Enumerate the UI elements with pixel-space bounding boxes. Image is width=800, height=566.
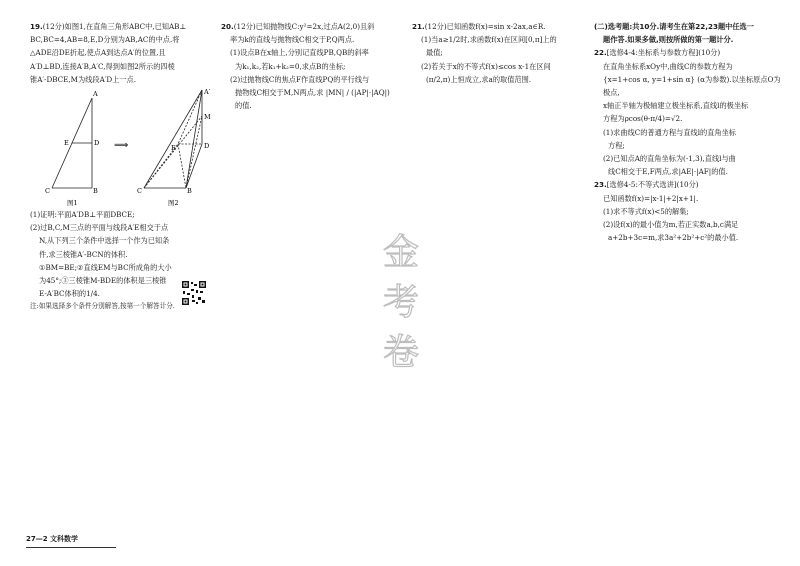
q19-part-2-line: 为45°;③三棱锥M-BDE的体积是三棱锥	[39, 276, 167, 286]
question-number: 21.	[412, 22, 425, 31]
q20-part-1-line: (1)设点B在x轴上,分别记直线PB,QB的斜率	[230, 48, 369, 58]
q22-line: 在直角坐标系xOy中,曲线C的参数方程为	[603, 61, 733, 71]
question-21	[412, 20, 588, 86]
q22-line: x轴正半轴为极轴建立极坐标系,直线l的极坐标	[603, 101, 749, 111]
q22-line: 方程为ρcos(θ-π/4)=√2.	[603, 114, 683, 124]
q22-line: [选修4-4:坐标系与参数方程](10分)	[606, 48, 721, 58]
figure-2	[144, 90, 202, 188]
q23-line: [选修4-5:不等式选讲](10分)	[606, 180, 699, 190]
question-23	[594, 178, 784, 244]
fig2-caption: 图2	[168, 199, 179, 208]
footer-divider	[26, 547, 116, 548]
q19-part-2-line: N,从下列三个条件中选择一个作为已知条	[39, 236, 170, 246]
q19-part-2-line: ①BM=BE;②直线EM与BC所成角的大小	[39, 262, 172, 272]
fig1-caption: 图1	[67, 199, 78, 208]
question-20	[221, 20, 407, 112]
elective-header-line: (二)选考题:共10分.请考生在第22,23题中任选一	[594, 22, 754, 31]
fig2-label-M: M	[204, 113, 211, 122]
fig2-label-B: B	[187, 187, 192, 196]
q23-part-2-line: (2)设f(x)的最小值为m,若正实数a,b,c满足	[603, 220, 739, 230]
fig2-label-E: E	[171, 144, 176, 153]
fig2-label-A-prime: A′	[204, 88, 211, 97]
question-number: 22.	[594, 48, 607, 58]
q21-part-2-line: (π/2,π)上恒成立,求a的取值范围.	[426, 74, 532, 84]
page-footer: 27—2 文科数学	[26, 535, 79, 543]
q21-line: (12分)已知函数f(x)=sin x-2ax,a∈R.	[424, 22, 546, 31]
question-19	[30, 20, 216, 314]
q20-line: (12分)已知抛物线C:y²=2x,过点A(2,0)且斜	[233, 22, 375, 31]
fig2-label-C: C	[137, 187, 142, 196]
q22-line: {x=1+cos α, y=1+sin α} (α为参数).以坐标原点O为极点,	[603, 74, 781, 98]
q19-line: 锥A′-DBCE,M为线段A′D上一点.	[30, 74, 137, 84]
question-22	[594, 46, 784, 178]
q23-part-2-line: a+2b+3c=m,求3a²+2b²+c²的最小值.	[608, 233, 739, 243]
q22-part-1-line: (1)求曲线C的普通方程与直线l的直角坐标	[603, 127, 736, 137]
q19-part-2-line: 件,求三棱锥A′-BCN的体积.	[39, 249, 128, 259]
q20-part-2-line: 抛物线C相交于M,N两点,求 |MN| / (|AP|·|AQ|)	[235, 88, 390, 98]
q21-part-1-line: 最值;	[426, 48, 443, 58]
q19-part-1: (1)证明:平面A′DB⊥平面DBCE;	[30, 210, 135, 220]
arrow-icon: ⟹	[114, 140, 129, 152]
geometry-figures	[30, 86, 216, 208]
fig1-label-D: D	[94, 139, 100, 148]
q22-part-2-line: (2)已知点A的直角坐标为(-1,3),直线l与曲	[603, 154, 736, 164]
q23-line: 已知函数f(x)=|x-1|+2|x+1|.	[603, 193, 699, 203]
q19-line: BC,BC=4,AB=8,E,D分别为AB,AC的中点.将	[30, 35, 180, 45]
q20-part-2-line: (2)过抛物线C的焦点F作直线PQ的平行线与	[230, 74, 370, 84]
q20-part-2-line: 的值.	[235, 101, 252, 111]
fig1-label-B: B	[93, 187, 98, 196]
elective-section	[594, 20, 784, 244]
q19-part-2-line: (2)过B,C,M三点的平面与线段A′E相交于点	[30, 223, 169, 233]
q22-part-2-line: 线C相交于E,F两点,求|AE|·|AF|的值.	[608, 167, 728, 177]
qr-code-icon[interactable]	[182, 281, 206, 305]
q20-part-1-line: 为k₁,k₂,若k₁+k₂=0,求点B的坐标;	[235, 61, 346, 71]
q19-note: 注:如果选择多个条件分别解答,按第一个解答计分.	[30, 302, 175, 311]
watermark-char-1: 金	[382, 232, 420, 273]
q19-part-2-line: E-A′BC体积的1/4.	[39, 289, 100, 299]
fig2-label-D: D	[204, 142, 210, 151]
fig1-label-C: C	[45, 187, 50, 196]
q19-line: (12分)如图1,在直角三角形ABC中,已知AB⊥	[42, 22, 187, 31]
q21-part-2-line: (2)若关于x的不等式f(x)≤cos x-1在区间	[421, 61, 551, 71]
elective-header-line: 题作答.如果多做,则按所做的第一题计分.	[603, 35, 734, 45]
watermark-logo	[366, 222, 436, 372]
figures	[30, 86, 216, 208]
q21-part-1-line: (1)当a≥1/2时,求函数f(x)在区间[0,π]上的	[421, 35, 557, 45]
question-number: 23.	[594, 180, 607, 190]
q20-line: 率为k的直线与抛物线C相交于P,Q两点.	[230, 35, 355, 45]
q23-part-1-line: (1)求不等式f(x)<5的解集;	[603, 206, 689, 216]
q19-line: A′D⊥BD,连接A′B,A′C,得到如图2所示的四棱	[30, 61, 175, 71]
fig1-label-E: E	[64, 139, 69, 148]
question-number: 19.	[30, 22, 43, 31]
watermark-char-2: 考	[382, 282, 420, 323]
q19-line: △ADE沿DE折起,使点A到达点A′的位置,且	[30, 48, 166, 58]
q22-part-1-line: 方程;	[608, 140, 625, 150]
fig1-label-A: A	[93, 90, 98, 99]
figure-1	[52, 98, 92, 188]
watermark-char-3: 卷	[382, 332, 420, 372]
question-number: 20.	[221, 22, 234, 31]
